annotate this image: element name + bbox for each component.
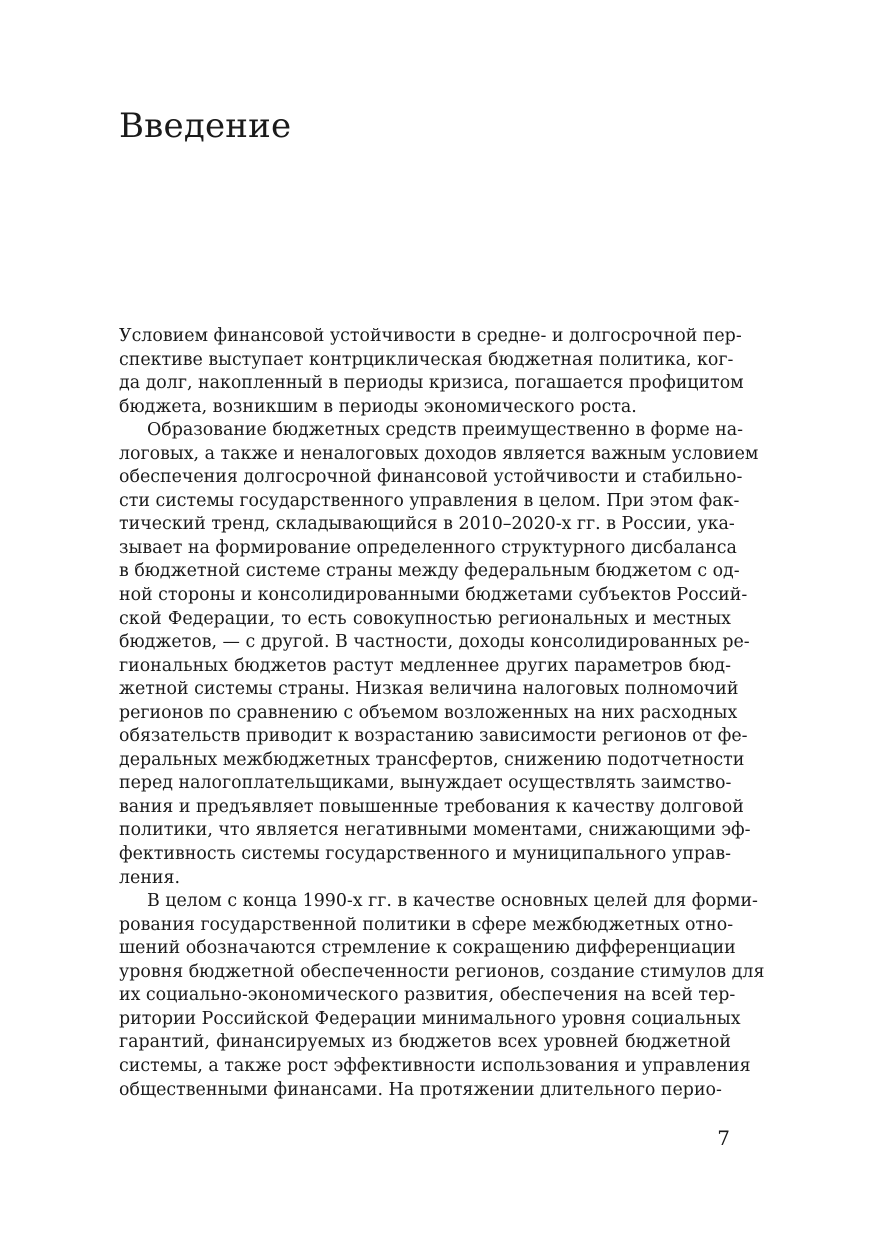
text-line: политики, что является негативными моментами, снижающими эф- — [119, 820, 751, 841]
page-title: Введение — [119, 106, 292, 146]
text-line: зывает на формирование определенного структурного дисбаланса — [119, 537, 737, 558]
text-line: гиональных бюджетов растут медленнее других параметров бюд- — [119, 655, 731, 676]
text-line: уровня бюджетной обеспеченности регионов, создание стимулов для — [119, 961, 765, 982]
text-line: обязательств приводит к возрастанию зависимости регионов от фе- — [119, 726, 748, 747]
text-line: перед налогоплательщиками, вынуждает осуществлять заимство- — [119, 773, 732, 794]
text-line: Образование бюджетных средств преимущественно в форме на- — [147, 420, 744, 441]
text-line: деральных межбюджетных трансфертов, снижению подотчетности — [119, 749, 745, 770]
text-line: ской Федерации, то есть совокупностью региональных и местных — [119, 608, 731, 629]
text-line: спективе выступает контрциклическая бюджетная политика, ког- — [119, 349, 734, 370]
page-number: 7 — [717, 1126, 730, 1150]
text-line: В целом с конца 1990-х гг. в качестве основных целей для форми- — [147, 891, 758, 912]
text-line: системы, а также рост эффективности использования и управления — [119, 1055, 751, 1076]
text-line: фективность системы государственного и муниципального управ- — [119, 844, 731, 865]
paragraph — [119, 890, 765, 1102]
text-line: жетной системы страны. Низкая величина налоговых полномочий — [119, 679, 739, 700]
text-line: регионов по сравнению с объемом возложенных на них расходных — [119, 702, 738, 723]
text-line: шений обозначаются стремление к сокращению дифференциации — [119, 938, 736, 959]
text-line: ритории Российской Федерации минимального уровня социальных — [119, 1008, 741, 1029]
text-line: рования государственной политики в сфере межбюджетных отно- — [119, 914, 734, 935]
text-line: обеспечения долгосрочной финансовой устойчивости и стабильно- — [119, 467, 743, 488]
body-text — [119, 325, 765, 1102]
text-line: сти системы государственного управления в целом. При этом фак- — [119, 490, 740, 511]
text-line: да долг, накопленный в периоды кризиса, погашается профицитом — [119, 373, 744, 394]
text-line: ления. — [119, 867, 181, 888]
text-line: гарантий, финансируемых из бюджетов всех уровней бюджетной — [119, 1032, 731, 1053]
text-line: логовых, а также и неналоговых доходов является важным условием — [119, 443, 759, 464]
text-line: бюджетов, — с другой. В частности, доходы консолидированных ре- — [119, 632, 750, 653]
text-line: Условием финансовой устойчивости в средне- и долгосрочной пер- — [119, 326, 742, 346]
text-line: общественными финансами. На протяжении длительного перио- — [119, 1079, 722, 1100]
text-line: ной стороны и консолидированными бюджетами субъектов Россий- — [119, 585, 748, 606]
text-line: тический тренд, складывающийся в 2010–2020-х гг. в России, ука- — [119, 514, 735, 535]
paragraph — [119, 325, 744, 419]
text-line: бюджета, возникшим в периоды экономического роста. — [119, 396, 637, 417]
paragraph — [119, 419, 759, 890]
text-line: в бюджетной системе страны между федеральным бюджетом с од- — [119, 561, 740, 582]
text-line: вания и предъявляет повышенные требования к качеству долговой — [119, 796, 744, 817]
text-line: их социально-экономического развития, обеспечения на всей тер- — [119, 985, 736, 1006]
